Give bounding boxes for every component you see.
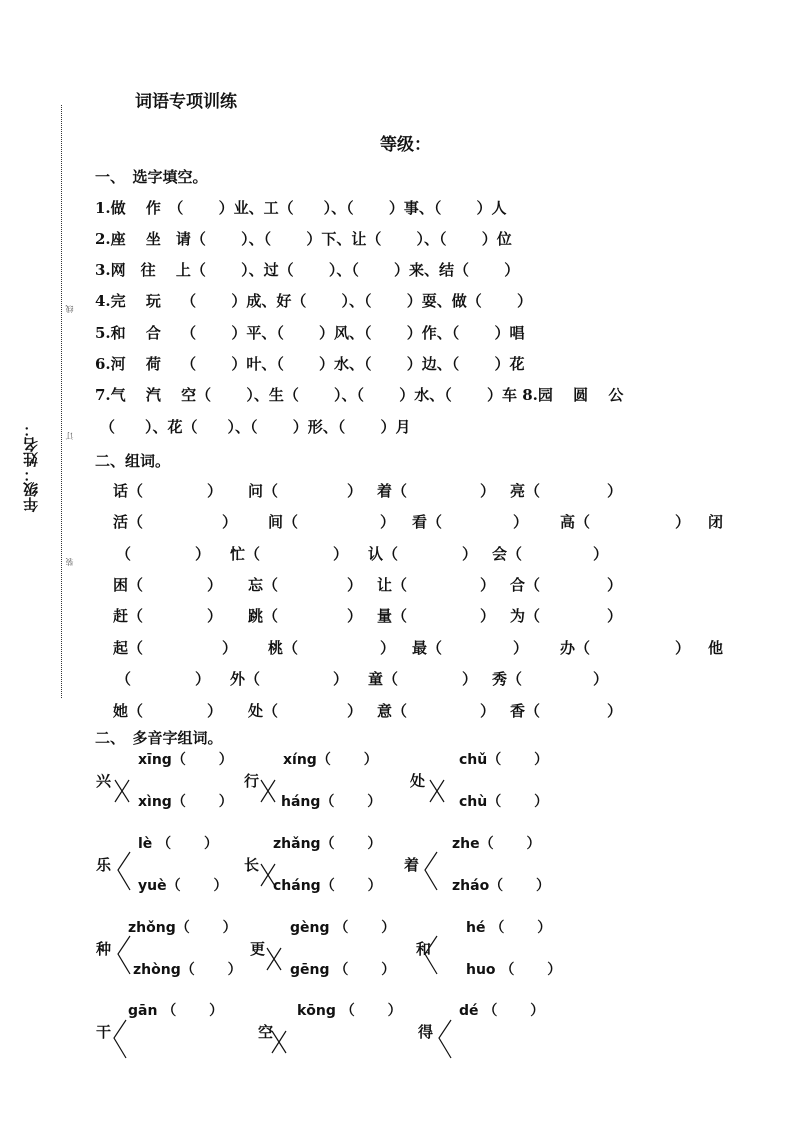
polyphone-char: 乐 [96, 856, 112, 874]
word-cell: ） [513, 639, 529, 657]
polyphone-char: 兴 [96, 772, 112, 790]
word-cell: 问（ [248, 482, 279, 500]
word-cell: ） [480, 576, 496, 594]
pinyin-bottom: zhòng（ ） [133, 962, 242, 978]
word-cell: ） [593, 545, 609, 563]
pinyin-top: zhǎng（ ） [273, 836, 382, 852]
choose-row: 6.河 荷 （ ）叶、（ ）水、（ ）边、（ ）花 [95, 355, 525, 373]
cut-mark-ding: 订 [65, 432, 74, 440]
word-cell: 忘（ [248, 576, 279, 594]
word-cell: 量（ [377, 607, 408, 625]
name-grade-label: 年级：姓名： [22, 422, 40, 512]
word-cell: ） [607, 576, 623, 594]
choose-row: 5.和 合 （ ）平、（ ）风、（ ）作、（ ）唱 [95, 324, 525, 342]
word-cell: ） [195, 545, 211, 563]
cross-bracket-icon [270, 1029, 288, 1069]
word-cell: 困（ [113, 576, 144, 594]
word-cell: 香（ [510, 702, 541, 720]
word-cell: 起（ [113, 639, 144, 657]
word-cell: 话（ [113, 482, 144, 500]
pinyin-bottom: zháo（ ） [452, 878, 551, 894]
pinyin-top: zhǒng（ ） [128, 920, 237, 936]
word-cell: ） [480, 607, 496, 625]
grade-label: 等级： [380, 135, 431, 155]
polyphone-char: 和 [416, 940, 432, 958]
word-cell: 处（ [248, 702, 279, 720]
section-2-heading: 二、组词。 [95, 452, 171, 470]
angle-bracket-icon [116, 852, 134, 892]
choose-row: 2.座 坐 请（ ）、（ ）下、让（ ）、（ ）位 [95, 230, 512, 248]
word-cell: 看（ [412, 513, 443, 531]
cross-bracket-icon [428, 778, 446, 818]
word-cell: ） [675, 639, 691, 657]
word-cell: 意（ [377, 702, 408, 720]
pinyin-bottom: háng（ ） [281, 794, 382, 810]
word-cell: ） [607, 607, 623, 625]
polyphone-char: 更 [250, 940, 266, 958]
polyphone-char: 处 [410, 772, 426, 790]
polyphone-char: 着 [404, 856, 420, 874]
word-cell: 秀（ [492, 670, 523, 688]
word-cell: ） [347, 607, 363, 625]
cut-mark-zhuang: 装 [65, 558, 74, 566]
pinyin-bottom: cháng（ ） [273, 878, 382, 894]
word-cell: ） [207, 607, 223, 625]
polyphone-char: 种 [96, 940, 112, 958]
cross-bracket-icon [265, 946, 283, 986]
word-cell: ） [347, 702, 363, 720]
word-cell: （ [116, 545, 132, 563]
angle-bracket-icon [423, 936, 441, 976]
word-cell: ） [207, 576, 223, 594]
word-cell: ） [480, 482, 496, 500]
word-cell: ） [480, 702, 496, 720]
pinyin-top: chǔ（ ） [459, 752, 549, 768]
pinyin-top: gèng （ ） [290, 920, 396, 936]
pinyin-bottom: huo （ ） [466, 962, 562, 978]
word-cell: ） [347, 482, 363, 500]
word-cell: 亮（ [510, 482, 541, 500]
word-cell: 会（ [492, 545, 523, 563]
cut-mark-xian: 线 [65, 305, 74, 313]
word-cell: ） [222, 513, 238, 531]
word-cell: 闭 [708, 513, 724, 531]
pinyin-top: hé （ ） [466, 920, 552, 936]
word-cell: 桃（ [268, 639, 299, 657]
pinyin-top: xīng（ ） [138, 752, 233, 768]
word-cell: 外（ [230, 670, 261, 688]
angle-bracket-icon [116, 936, 134, 976]
word-cell: 合（ [510, 576, 541, 594]
word-cell: 让（ [377, 576, 408, 594]
binding-line [61, 105, 62, 698]
word-cell: ） [380, 513, 396, 531]
word-cell: ） [195, 670, 211, 688]
word-cell: ） [347, 576, 363, 594]
word-cell: 间（ [268, 513, 299, 531]
word-cell: ） [593, 670, 609, 688]
word-cell: 童（ [368, 670, 399, 688]
word-cell: 忙（ [230, 545, 261, 563]
pinyin-top: xíng（ ） [283, 752, 378, 768]
pinyin-top: lè （ ） [138, 836, 219, 852]
word-cell: 她（ [113, 702, 144, 720]
polyphone-char: 空 [258, 1023, 274, 1041]
angle-bracket-icon [437, 1020, 455, 1060]
word-cell: ） [207, 702, 223, 720]
polyphone-char: 得 [418, 1023, 434, 1041]
polyphone-char: 干 [96, 1023, 112, 1041]
pinyin-bottom: gēng （ ） [290, 962, 396, 978]
angle-bracket-icon [423, 852, 441, 892]
cross-bracket-icon [259, 862, 277, 902]
word-cell: 跳（ [248, 607, 279, 625]
page-title: 词语专项训练 [135, 92, 237, 112]
pinyin-top: zhe（ ） [452, 836, 541, 852]
polyphone-char: 行 [244, 772, 260, 790]
choose-row: 4.完 玩 （ ）成、好（ ）、（ ）耍、做（ ） [95, 292, 532, 310]
pinyin-top: dé （ ） [459, 1003, 545, 1019]
word-cell: ） [513, 513, 529, 531]
word-cell: 为（ [510, 607, 541, 625]
pinyin-bottom: yuè（ ） [138, 878, 228, 894]
word-cell: ） [607, 482, 623, 500]
word-cell: 认（ [368, 545, 399, 563]
word-cell: 活（ [113, 513, 144, 531]
choose-row: 3.网 往 上（ ）、过（ ）、（ ）来、结（ ） [95, 261, 520, 279]
word-cell: ） [462, 670, 478, 688]
word-cell: 高（ [560, 513, 591, 531]
word-cell: ） [380, 639, 396, 657]
word-cell: ） [675, 513, 691, 531]
word-cell: 赶（ [113, 607, 144, 625]
polyphone-char: 长 [244, 856, 260, 874]
word-cell: ） [222, 639, 238, 657]
cross-bracket-icon [113, 778, 131, 818]
choose-row: 7.气 汽 空（ ）、生（ ）、（ ）水、（ ）车 8.园 圆 公 [95, 386, 624, 404]
choose-row: （ ）、花（ ）、（ ）形、（ ）月 [100, 418, 411, 436]
word-cell: 办（ [560, 639, 591, 657]
word-cell: 着（ [377, 482, 408, 500]
section-3-heading: 二、 多音字组词。 [95, 729, 223, 747]
angle-bracket-icon [112, 1020, 130, 1060]
pinyin-bottom: chù（ ） [459, 794, 549, 810]
word-cell: ） [207, 482, 223, 500]
pinyin-bottom: xìng（ ） [138, 794, 233, 810]
word-cell: ） [462, 545, 478, 563]
word-cell: 最（ [412, 639, 443, 657]
word-cell: ） [333, 670, 349, 688]
choose-row: 1.做 作 （ ）业、工（ ）、（ ）事、（ ）人 [95, 199, 507, 217]
section-1-heading: 一、 选字填空。 [95, 168, 208, 186]
word-cell: （ [116, 670, 132, 688]
pinyin-top: gān （ ） [128, 1003, 224, 1019]
word-cell: ） [333, 545, 349, 563]
word-cell: ） [607, 702, 623, 720]
pinyin-top: kōng （ ） [297, 1003, 402, 1019]
word-cell: 他 [708, 639, 724, 657]
cross-bracket-icon [259, 778, 277, 818]
